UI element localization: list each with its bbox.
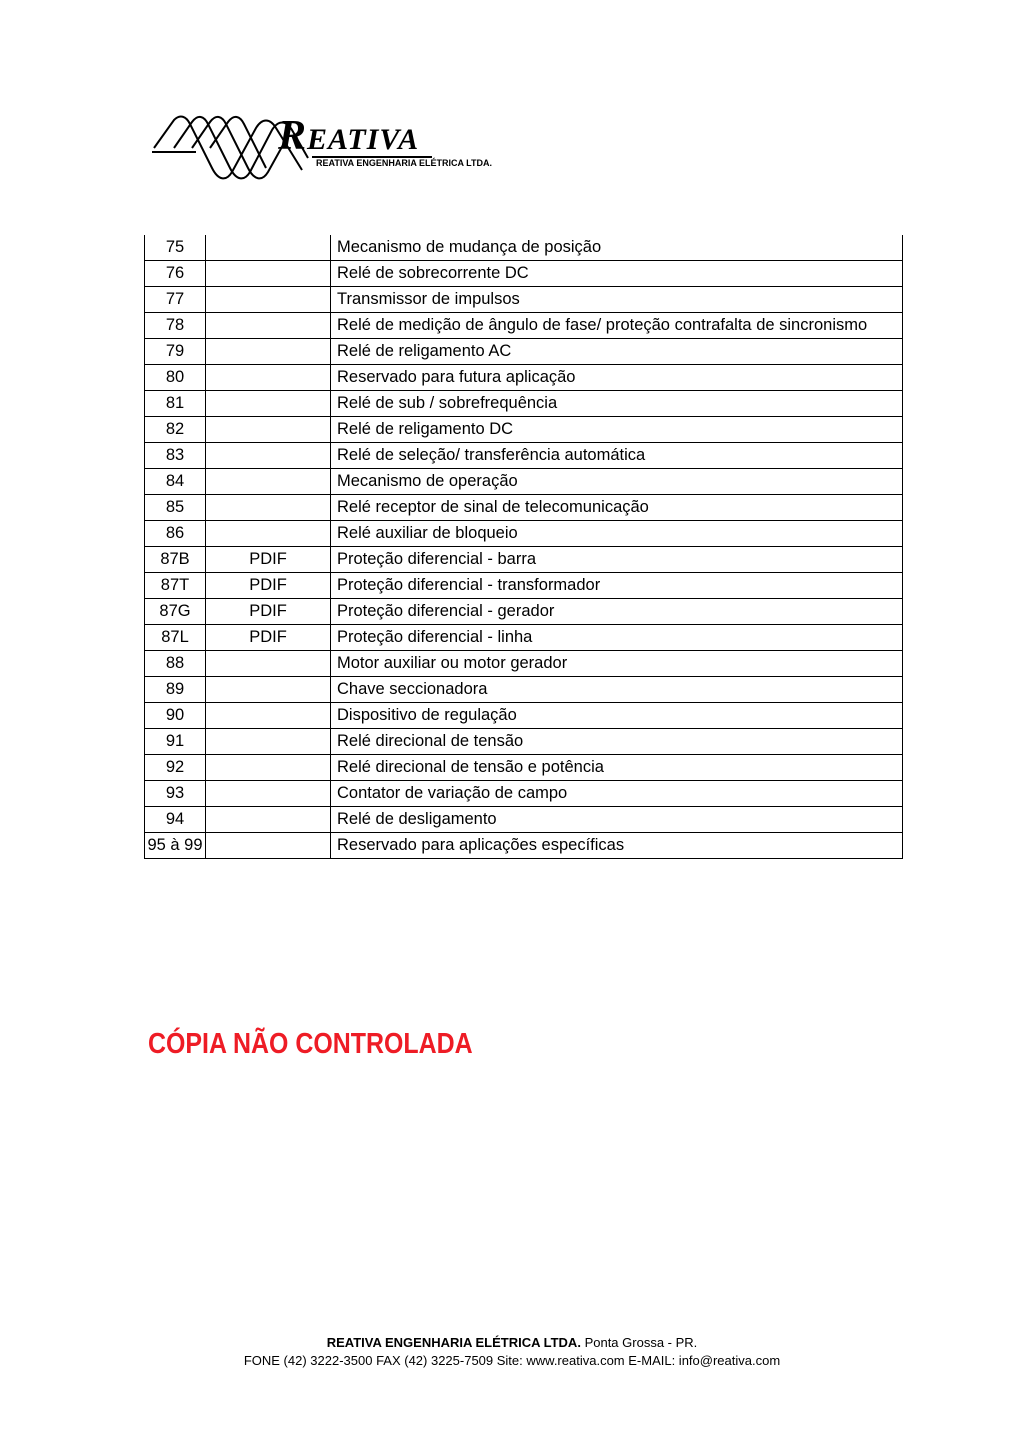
description-cell: Relé de religamento DC <box>331 417 903 443</box>
description-cell: Relé de desligamento <box>331 807 903 833</box>
code-cell: 82 <box>145 417 206 443</box>
description-cell: Mecanismo de mudança de posição <box>331 235 903 261</box>
code-cell: 78 <box>145 313 206 339</box>
relay-code-table-body <box>145 235 903 859</box>
table-row <box>145 339 903 365</box>
type-cell: PDIF <box>206 625 331 651</box>
code-cell: 91 <box>145 729 206 755</box>
type-cell: PDIF <box>206 547 331 573</box>
type-cell <box>206 443 331 469</box>
type-cell <box>206 469 331 495</box>
code-cell: 95 à 99 <box>145 833 206 859</box>
code-cell: 90 <box>145 703 206 729</box>
description-cell: Relé direcional de tensão e potência <box>331 755 903 781</box>
code-cell: 86 <box>145 521 206 547</box>
type-cell <box>206 417 331 443</box>
footer-company: REATIVA ENGENHARIA ELÉTRICA LTDA. <box>326 1335 581 1350</box>
description-cell: Contator de variação de campo <box>331 781 903 807</box>
type-cell <box>206 261 331 287</box>
code-cell: 85 <box>145 495 206 521</box>
type-cell <box>206 339 331 365</box>
type-cell <box>206 703 331 729</box>
page-footer <box>0 1334 1024 1370</box>
table-row <box>145 755 903 781</box>
type-cell <box>206 495 331 521</box>
code-cell: 76 <box>145 261 206 287</box>
code-cell: 87B <box>145 547 206 573</box>
table-row <box>145 443 903 469</box>
table-row <box>145 677 903 703</box>
description-cell: Relé receptor de sinal de telecomunicação <box>331 495 903 521</box>
uncontrolled-copy-stamp: CÓPIA NÃO CONTROLADA <box>148 1028 473 1060</box>
description-cell: Proteção diferencial - gerador <box>331 599 903 625</box>
code-cell: 80 <box>145 365 206 391</box>
description-cell: Relé de sobrecorrente DC <box>331 261 903 287</box>
table-row <box>145 417 903 443</box>
description-cell: Relé de medição de ângulo de fase/ proteção contrafalta de sincronismo <box>331 313 903 339</box>
table-row <box>145 703 903 729</box>
code-cell: 87L <box>145 625 206 651</box>
description-cell: Chave seccionadora <box>331 677 903 703</box>
description-cell: Proteção diferencial - linha <box>331 625 903 651</box>
table-row <box>145 573 903 599</box>
code-cell: 79 <box>145 339 206 365</box>
type-cell <box>206 755 331 781</box>
code-cell: 89 <box>145 677 206 703</box>
logo-wordmark: REATIVA <box>278 113 420 159</box>
table-row <box>145 729 903 755</box>
company-logo <box>152 108 532 192</box>
table-row <box>145 807 903 833</box>
table-row <box>145 547 903 573</box>
type-cell <box>206 677 331 703</box>
footer-city: Ponta Grossa - PR. <box>584 1335 698 1350</box>
code-cell: 75 <box>145 235 206 261</box>
table-row <box>145 651 903 677</box>
description-cell: Relé de sub / sobrefrequência <box>331 391 903 417</box>
type-cell <box>206 651 331 677</box>
table-row <box>145 469 903 495</box>
description-cell: Dispositivo de regulação <box>331 703 903 729</box>
description-cell: Reservado para futura aplicação <box>331 365 903 391</box>
code-cell: 84 <box>145 469 206 495</box>
description-cell: Motor auxiliar ou motor gerador <box>331 651 903 677</box>
description-cell: Reservado para aplicações específicas <box>331 833 903 859</box>
table-row <box>145 365 903 391</box>
description-cell: Relé auxiliar de bloqueio <box>331 521 903 547</box>
code-cell: 94 <box>145 807 206 833</box>
type-cell <box>206 391 331 417</box>
code-cell: 88 <box>145 651 206 677</box>
description-cell: Mecanismo de operação <box>331 469 903 495</box>
code-cell: 83 <box>145 443 206 469</box>
table-row <box>145 521 903 547</box>
description-cell: Relé de religamento AC <box>331 339 903 365</box>
type-cell <box>206 729 331 755</box>
code-cell: 93 <box>145 781 206 807</box>
description-cell: Transmissor de impulsos <box>331 287 903 313</box>
table-row <box>145 599 903 625</box>
type-cell <box>206 365 331 391</box>
type-cell <box>206 235 331 261</box>
table-row <box>145 235 903 261</box>
table-row <box>145 781 903 807</box>
type-cell <box>206 807 331 833</box>
table-row <box>145 625 903 651</box>
code-cell: 77 <box>145 287 206 313</box>
code-cell: 87T <box>145 573 206 599</box>
table-row <box>145 261 903 287</box>
description-cell: Proteção diferencial - transformador <box>331 573 903 599</box>
type-cell <box>206 781 331 807</box>
type-cell: PDIF <box>206 599 331 625</box>
type-cell <box>206 833 331 859</box>
table-row <box>145 495 903 521</box>
description-cell: Relé de seleção/ transferência automática <box>331 443 903 469</box>
code-cell: 81 <box>145 391 206 417</box>
type-cell <box>206 313 331 339</box>
description-cell: Relé direcional de tensão <box>331 729 903 755</box>
logo-subtitle: REATIVA ENGENHARIA ELÉTRICA LTDA. <box>316 158 492 168</box>
table-row <box>145 287 903 313</box>
table-row <box>145 391 903 417</box>
type-cell <box>206 287 331 313</box>
type-cell <box>206 521 331 547</box>
relay-code-table <box>144 235 903 859</box>
footer-company-line <box>0 1334 1024 1352</box>
table-row <box>145 833 903 859</box>
type-cell: PDIF <box>206 573 331 599</box>
code-cell: 92 <box>145 755 206 781</box>
footer-contact: FONE (42) 3222-3500 FAX (42) 3225-7509 Site: www.reativa.com E-MAIL: info@reativa.com <box>243 1353 781 1368</box>
table-row <box>145 313 903 339</box>
description-cell: Proteção diferencial - barra <box>331 547 903 573</box>
code-cell: 87G <box>145 599 206 625</box>
